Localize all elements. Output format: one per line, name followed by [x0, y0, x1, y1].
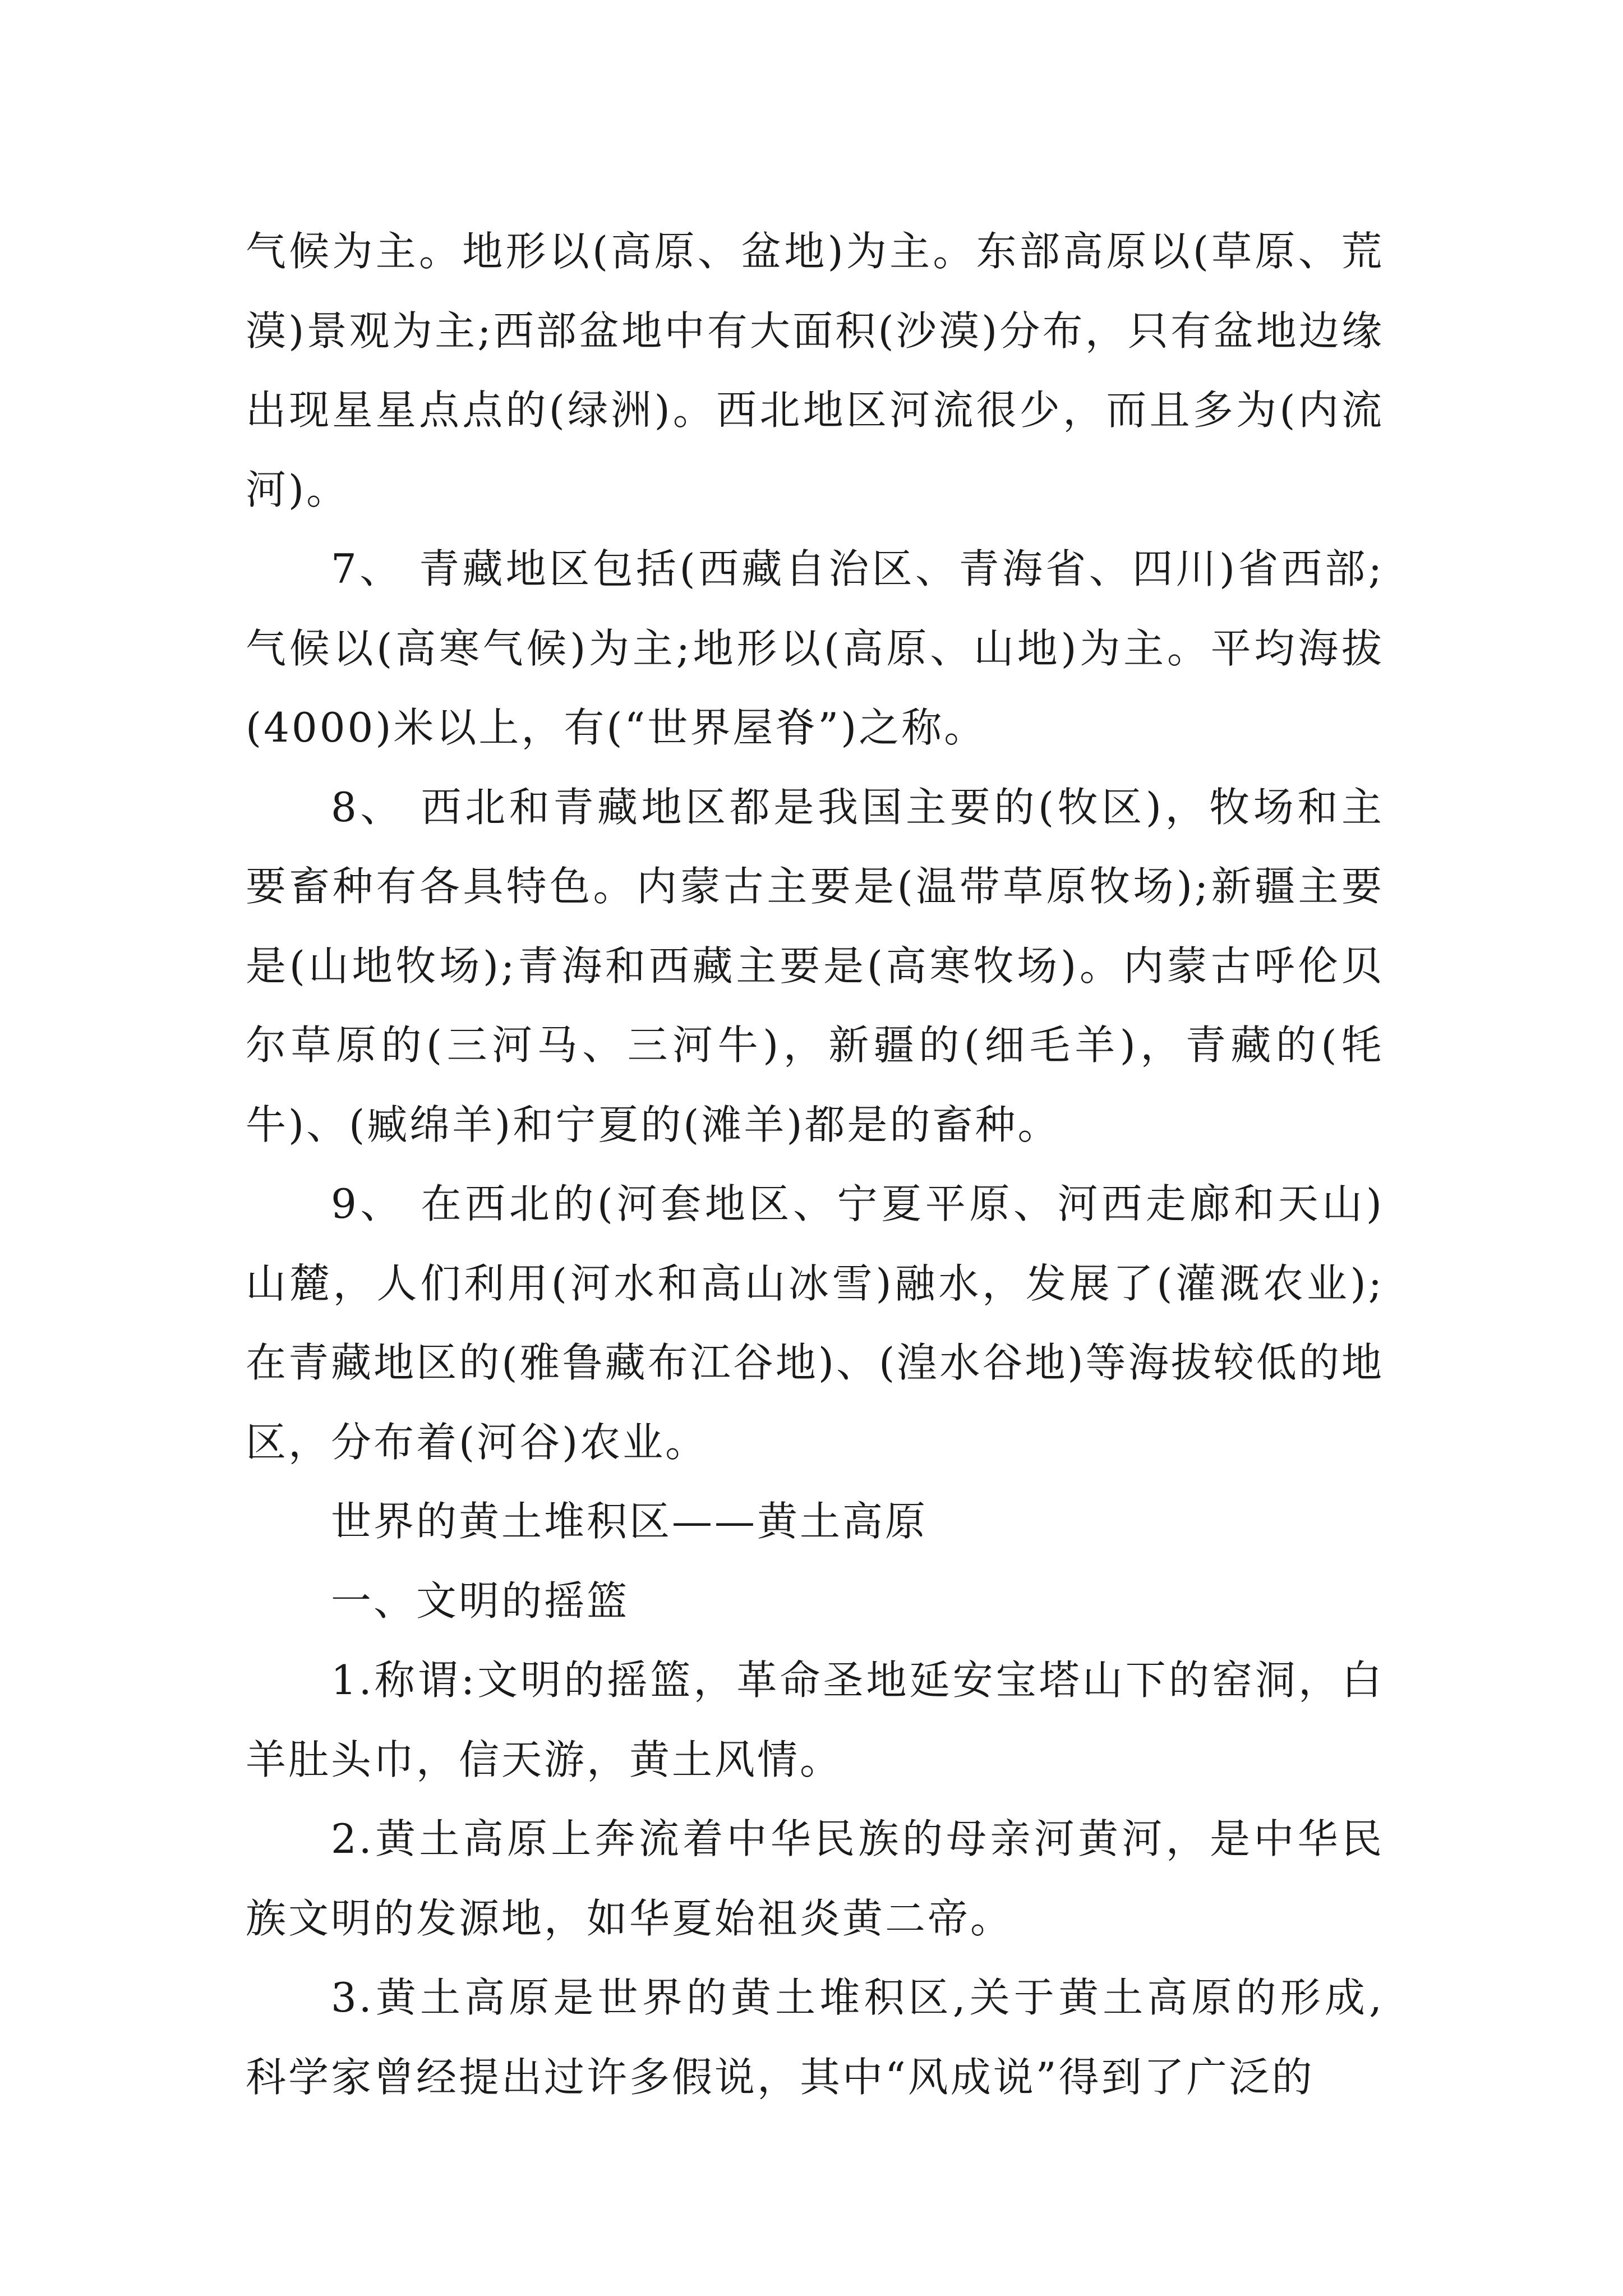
subsection-heading: 一、文明的摇篮 [331, 1577, 630, 1625]
paragraph-point-2: 2.黄土高原上奔流着中华民族的母亲河黄河，是中华民族文明的发源地，如华夏始祖炎黄二帝。 [246, 1815, 1384, 1942]
paragraph-item-9: 9、 在西北的(河套地区、宁夏平原、河西走廊和天山)山麓，人们利用(河水和高山冰雪)融水，发展了(灌溉农业);在青藏地区的(雅鲁藏布江谷地)、(湟水谷地)等海拔较低的地区，分布着(河谷)农业。 [246, 1180, 1384, 1466]
document-body [246, 212, 1384, 2117]
paragraph-point-3: 3.黄土高原是世界的黄土堆积区,关于黄土高原的形成,科学家曾经提出过许多假说，其中“风成说”得到了广泛的 [246, 1974, 1384, 2101]
section-heading: 世界的黄土堆积区——黄土高原 [331, 1498, 928, 1545]
paragraph-item-8: 8、 西北和青藏地区都是我国主要的(牧区)，牧场和主要畜种有各具特色。内蒙古主要是(温带草原牧场);新疆主要是(山地牧场);青海和西藏主要是(高寒牧场)。内蒙古呼伦贝尔草原的(三河马、三河牛)，新疆的(细毛羊)，青藏的(牦牛)、(臧绵羊)和宁夏的(滩羊)都是的畜种。 [246, 783, 1384, 1148]
paragraph-item-7: 7、 青藏地区包括(西藏自治区、青海省、四川)省西部;气候以(高寒气候)为主;地形以(高原、山地)为主。平均海拔(4000)米以上，有(“世界屋脊”)之称。 [246, 545, 1384, 751]
paragraph-point-1: 1.称谓:文明的摇篮，革命圣地延安宝塔山下的窑洞，白羊肚头巾，信天游，黄土风情。 [246, 1657, 1384, 1783]
paragraph-continuation: 气候为主。地形以(高原、盆地)为主。东部高原以(草原、荒漠)景观为主;西部盆地中有大面积(沙漠)分布，只有盆地边缘出现星星点点的(绿洲)。西北地区河流很少，而且多为(内流河)。 [246, 228, 1384, 513]
